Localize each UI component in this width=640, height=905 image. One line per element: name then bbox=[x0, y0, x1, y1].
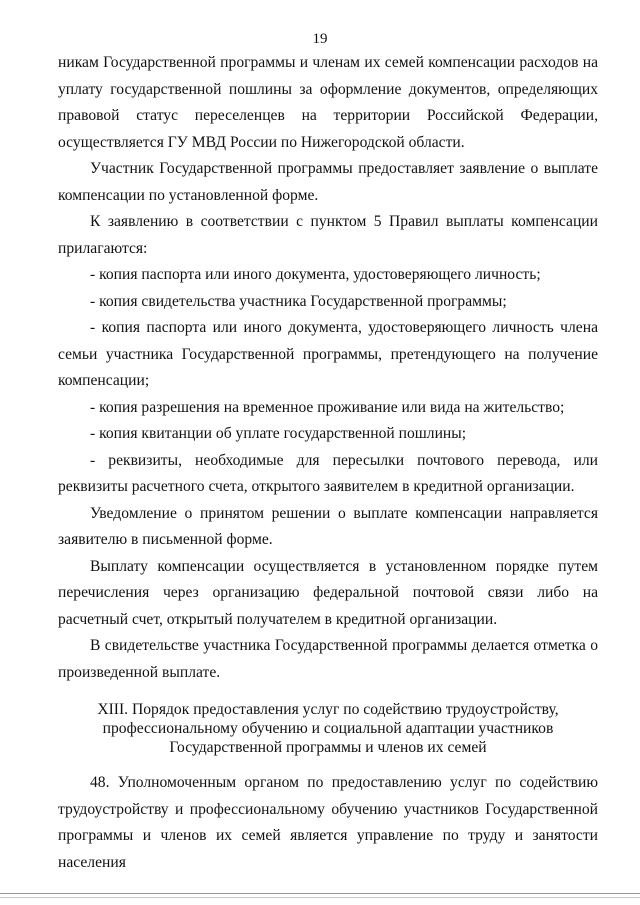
scan-edge-line-secondary bbox=[0, 897, 640, 898]
list-item-certificate-copy: - копия свидетельства участника Государственной программы; bbox=[90, 292, 507, 310]
document-body bbox=[58, 50, 598, 876]
page-number: 19 bbox=[312, 31, 328, 47]
list-item-residence-permit-copy: - копия разрешения на временное проживание или вида на жительство; bbox=[90, 398, 565, 416]
paragraph-certificate-mark: В свидетельстве участника Государственной программы делается отметка о произведенной выплате. bbox=[58, 637, 598, 681]
list-item-fee-receipt-copy: - копия квитанции об уплате государственной пошлины; bbox=[90, 425, 467, 442]
paragraph-payment-procedure: Выплату компенсации осуществляется в установленном порядке путем перечисления через организацию федеральной почтовой связи либо на расчетный счет, открытый получателем в кредитной организации. bbox=[58, 557, 598, 628]
scan-edge-line bbox=[0, 893, 640, 894]
paragraph-attachments-intro: К заявлению в соответствии с пунктом 5 Правил выплаты компенсации прилагаются: bbox=[58, 213, 598, 257]
paragraph-continuation: никам Государственной программы и членам их семей компенсации расходов на уплату государственной пошлины за оформление документов, определяющих правовой статус переселенцев на территории Российской Федерации, осуществляется ГУ МВД России по Нижегородской области. bbox=[58, 54, 598, 151]
list-item-family-passport-copy: - копия паспорта или иного документа, удостоверяющего личность члена семьи участника Государственной программы, претендующего на получение компенсации; bbox=[58, 319, 598, 389]
paragraph-application: Участник Государственной программы предоставляет заявление о выплате компенсации по установленной форме. bbox=[58, 160, 598, 204]
section-heading: XIII. Порядок предоставления услуг по содействию трудоустройству, профессиональному обучению и социальной адаптации участников Государственной программы и членов их семей bbox=[97, 701, 559, 756]
paragraph-notification: Уведомление о принятом решении о выплате компенсации направляется заявителю в письменной форме. bbox=[58, 504, 598, 548]
paragraph-48: 48. Уполномоченным органом по предоставлению услуг по содействию трудоустройству и профессиональному обучению участников Государственной программы и членов их семей является управление по труду и занятости населения bbox=[58, 774, 598, 871]
list-item-passport-copy: - копия паспорта или иного документа, удостоверяющего личность; bbox=[90, 266, 541, 283]
list-item-bank-details: - реквизиты, необходимые для пересылки почтового перевода, или реквизиты расчетного счета, открытого заявителем в кредитной организации. bbox=[58, 451, 598, 495]
